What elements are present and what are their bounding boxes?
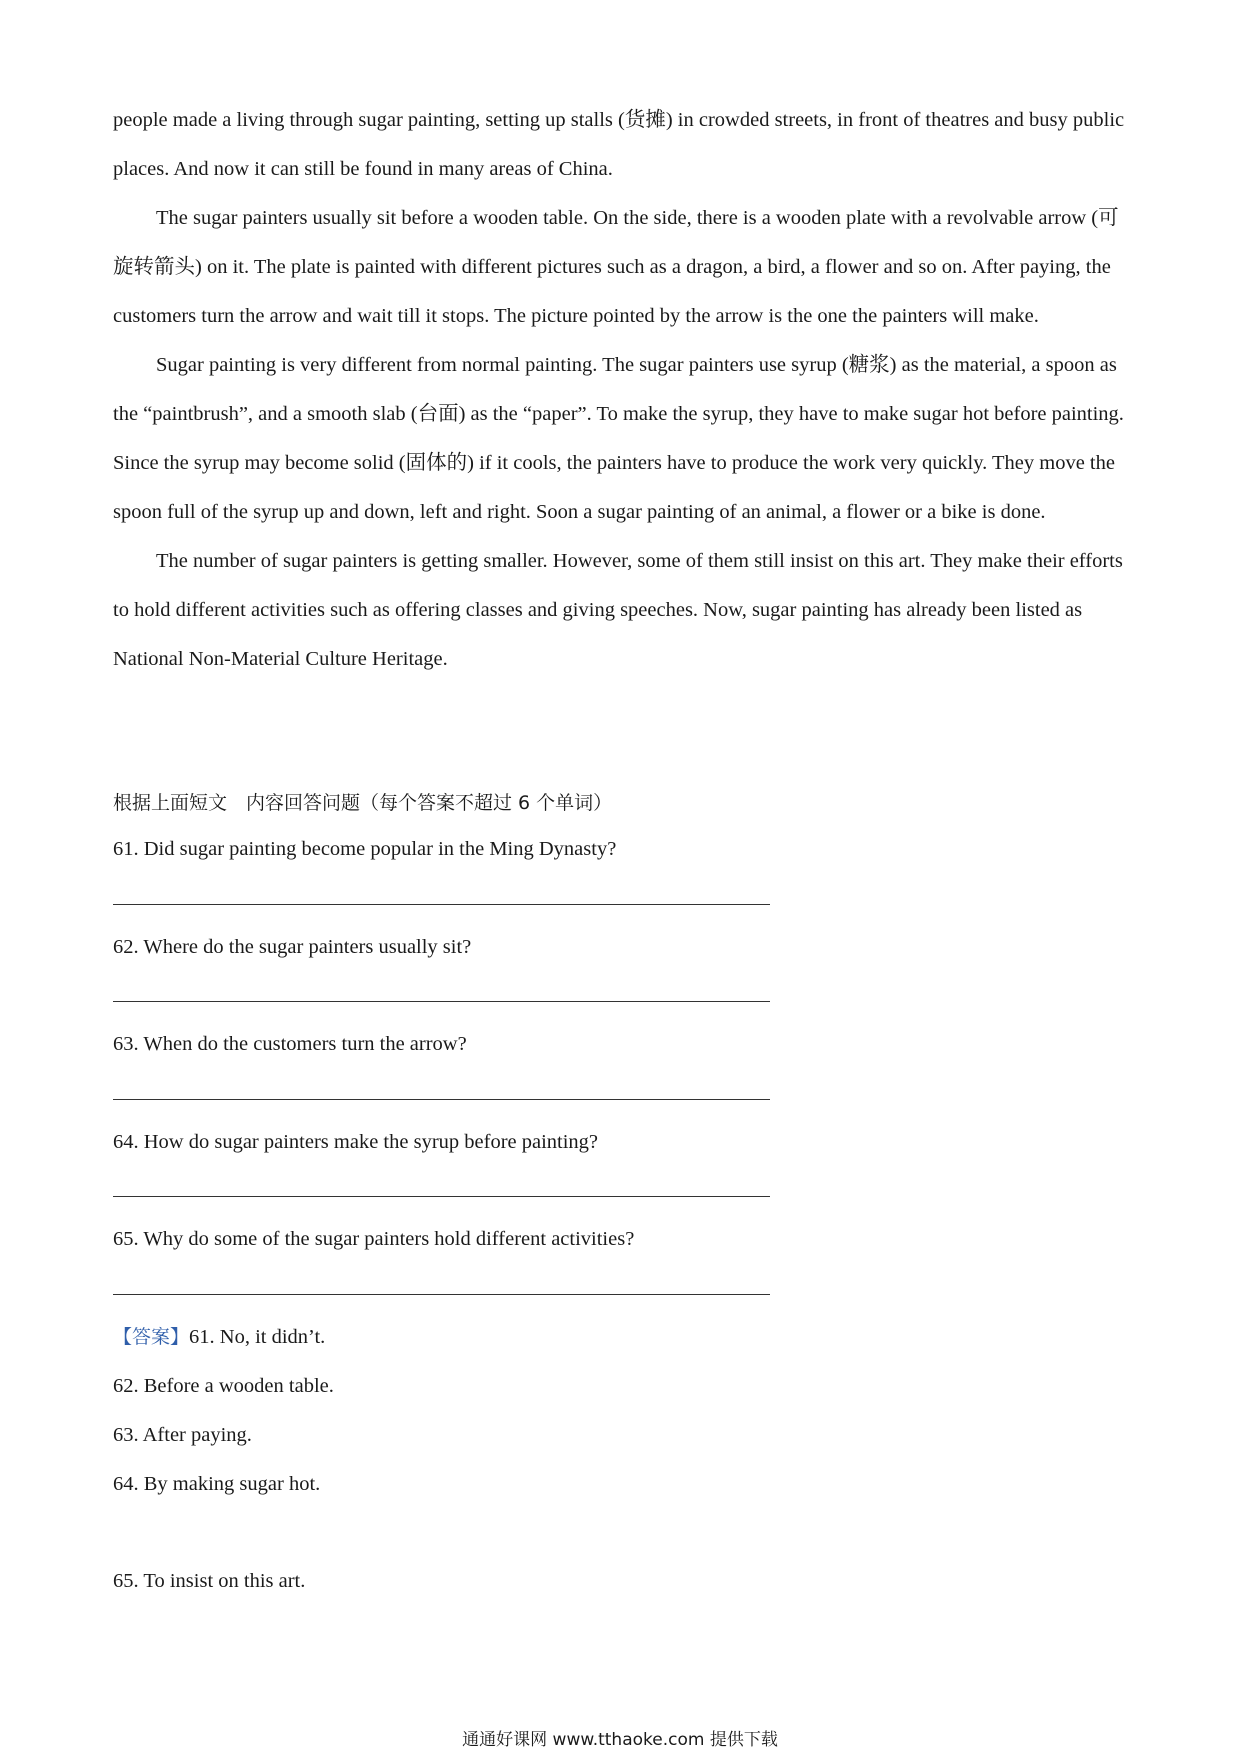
answer-blank-62[interactable] (113, 1001, 770, 1002)
answer-61 (113, 1317, 325, 1357)
answer-tag: 【答案】 (113, 1326, 190, 1348)
answer-blank-63[interactable] (113, 1099, 770, 1100)
answer-62: 62. Before a wooden table. (113, 1375, 334, 1397)
question-63: 63. When do the customers turn the arrow? (113, 1033, 467, 1055)
answer-blank-65[interactable] (113, 1294, 770, 1295)
question-64: 64. How do sugar painters make the syrup before painting? (113, 1131, 599, 1153)
answer-61-text: 61. No, it didn’t. (189, 1326, 326, 1348)
question-62: 62. Where do the sugar painters usually sit? (113, 936, 472, 958)
answer-64: 64. By making sugar hot. (113, 1473, 321, 1495)
answer-65: 65. To insist on this art. (113, 1570, 306, 1592)
passage-paragraph-3: Sugar painting is very different from normal painting. The sugar painters use syrup (糖浆) as the material, a spoon as the “paintbrush”, and a smooth slab (台面) as the “paper”. To make the syrup, they have to make sugar hot before painting. Since the syrup may become solid (固体的) if it cools, the painters have to produce the work very quickly. They move the spoon full of the syrup up and down, left and right. Soon a sugar painting of an animal, a flower or a bike is done. (113, 354, 1124, 523)
question-61: 61. Did sugar painting become popular in the Ming Dynasty? (113, 838, 617, 860)
answer-63: 63. After paying. (113, 1424, 252, 1446)
passage-paragraph-2: The sugar painters usually sit before a wooden table. On the side, there is a wooden plate with a revolvable arrow (可旋转箭头) on it. The plate is painted with different pictures such as a dragon, a bird, a flower and so on. After paying, the customers turn the arrow and wait till it stops. The picture pointed by the arrow is the one the painters will make. (113, 207, 1119, 327)
answer-blank-64[interactable] (113, 1196, 770, 1197)
question-65: 65. Why do some of the sugar painters hold different activities? (113, 1228, 635, 1250)
passage-paragraph-4: The number of sugar painters is getting smaller. However, some of them still insist on this art. They make their efforts to hold different activities such as offering classes and giving speeches. Now, sugar painting has already been listed as National Non-Material Culture Heritage. (113, 550, 1123, 670)
passage-paragraph-1: people made a living through sugar painting, setting up stalls (货摊) in crowded streets, in front of theatres and busy public places. And now it can still be found in many areas of China. (113, 109, 1125, 180)
reading-passage (113, 96, 1135, 684)
answer-blank-61[interactable] (113, 904, 770, 905)
question-instruction: 根据上面短文 内容回答问题（每个答案不超过 6 个单词） (113, 792, 613, 814)
page-footer: 通通好课网 www.tthaoke.com 提供下载 (462, 1730, 778, 1750)
